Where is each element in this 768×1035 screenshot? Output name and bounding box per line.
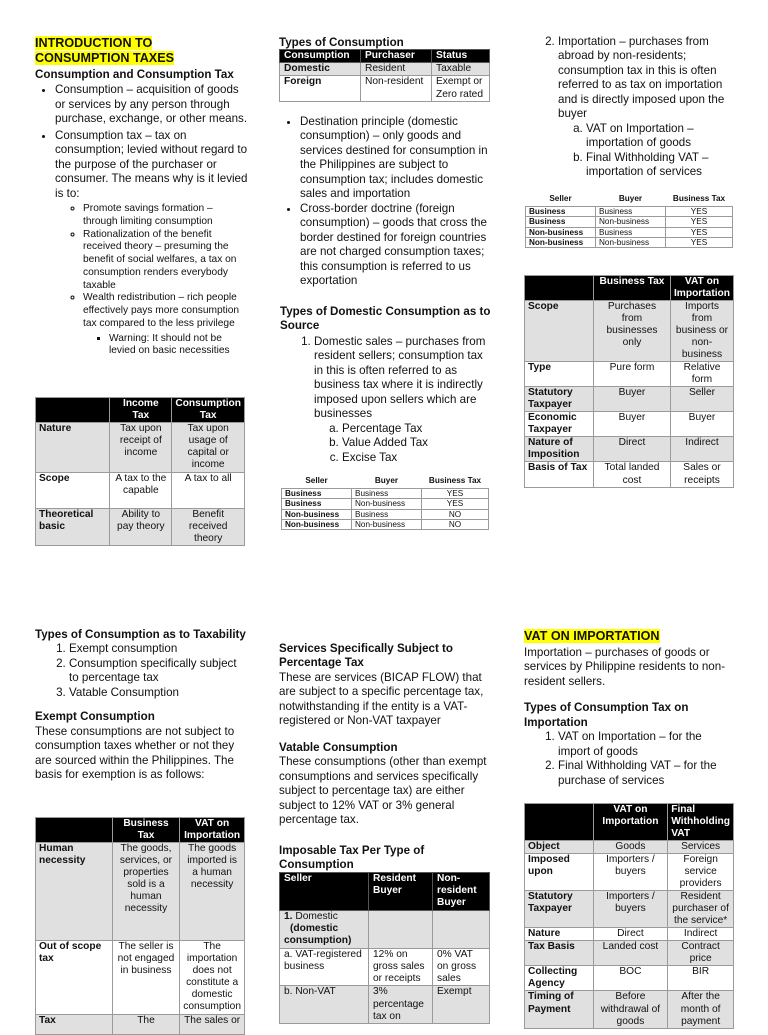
table-cell: Pure form bbox=[593, 362, 670, 387]
table-row bbox=[36, 843, 245, 941]
table-cell: Indirect bbox=[670, 437, 733, 462]
importation-sub-item: a. VAT on Importation – importation of goods bbox=[586, 122, 736, 151]
table-row bbox=[526, 207, 733, 217]
exempt-heading: Exempt Consumption bbox=[35, 710, 155, 724]
importation-section bbox=[524, 35, 736, 180]
table-cell: Type bbox=[525, 362, 594, 387]
table-cell: Timing of Payment bbox=[525, 991, 594, 1028]
vat-type-item: 1. VAT on Importation – for the import of goods bbox=[558, 730, 736, 759]
seller-buyer-table-importation bbox=[525, 194, 733, 248]
purpose-item bbox=[83, 292, 250, 358]
purpose-item: ◦ Promote savings formation – through limiting consumption bbox=[83, 203, 250, 229]
table-cell: The seller is not engaged in business bbox=[112, 941, 180, 1015]
table-row bbox=[525, 412, 734, 437]
vat-vs-withholding-table bbox=[524, 803, 734, 1029]
table-cell: Imports from business or non-business bbox=[670, 301, 733, 362]
table-cell: Non-business bbox=[352, 499, 422, 509]
table-cell: Importers / buyers bbox=[593, 854, 668, 891]
table-header-row bbox=[525, 276, 734, 301]
table-cell: Exempt bbox=[433, 986, 490, 1024]
table-cell: The importation does not constitute a domestic consumption bbox=[180, 941, 245, 1015]
domestic-sales-text: Domestic sales – purchases from resident sellers; consumption tax in this is often referred to as business tax where it is indirectly imposed upon sellers which are businesses bbox=[314, 334, 486, 421]
table-cell: Business bbox=[352, 509, 422, 519]
table-cell: Direct bbox=[593, 437, 670, 462]
tax-type-item: a. Percentage Tax bbox=[342, 422, 492, 436]
services-heading: Services Specifically Subject to Percentage Tax bbox=[279, 642, 453, 670]
table-cell: Before withdrawal of goods bbox=[593, 991, 668, 1028]
table-cell: Statutory Taxpayer bbox=[525, 891, 594, 928]
table-cell: Taxable bbox=[432, 63, 490, 76]
table-header: Business Tax bbox=[112, 818, 180, 843]
types-of-consumption-table bbox=[279, 49, 490, 102]
table-cell: Business bbox=[526, 217, 596, 227]
table-cell: Tax upon usage of capital or income bbox=[172, 423, 245, 473]
table-cell: After the month of payment bbox=[668, 991, 734, 1028]
domestic-sales-item bbox=[314, 335, 492, 465]
table-row bbox=[525, 462, 734, 487]
table-cell: YES bbox=[422, 489, 489, 499]
purpose-bullets bbox=[35, 203, 250, 358]
table-row bbox=[525, 991, 734, 1028]
table-cell: Nature of Imposition bbox=[525, 437, 594, 462]
table-header: Non-resident Buyer bbox=[433, 873, 490, 911]
table-cell: Sales or receipts bbox=[670, 462, 733, 487]
imposable-tax-table bbox=[279, 872, 490, 1024]
table-row bbox=[282, 509, 489, 519]
table-row bbox=[525, 854, 734, 891]
table-header: Business Tax bbox=[672, 194, 726, 203]
table-header bbox=[525, 276, 594, 301]
exempt-text: These consumptions are not subject to consumption taxes whether or not they are sourced within the Philippines. The basis for exemption is as follows: bbox=[35, 724, 235, 782]
table-header-row bbox=[36, 398, 245, 423]
table-cell: Scope bbox=[525, 301, 594, 362]
importation-list bbox=[524, 35, 736, 180]
table-cell: Services bbox=[668, 841, 734, 854]
table-header: Business Tax bbox=[428, 476, 482, 485]
table-cell: Non-business bbox=[596, 237, 666, 247]
table-cell: Foreign service providers bbox=[668, 854, 734, 891]
table-cell: Indirect bbox=[668, 928, 734, 941]
table-cell: Exempt or Zero rated bbox=[432, 76, 490, 101]
percentage-vatable-section bbox=[279, 642, 491, 873]
table-cell: Basis of Tax bbox=[525, 462, 594, 487]
warning-item: ▪ Warning: It should not be levied on basic necessities bbox=[109, 333, 250, 359]
table-row bbox=[282, 489, 489, 499]
destination-bullets bbox=[280, 115, 492, 289]
table-cell: Nature bbox=[36, 423, 110, 473]
table-cell: 3% percentage tax on bbox=[369, 986, 433, 1024]
table-cell: Buyer bbox=[593, 387, 670, 412]
business-tax-vs-vat-table bbox=[524, 275, 734, 488]
table-header bbox=[36, 398, 110, 423]
table-row bbox=[525, 437, 734, 462]
domestic-number: 1. bbox=[284, 911, 293, 922]
table-row bbox=[280, 948, 490, 986]
table-cell: Seller bbox=[670, 387, 733, 412]
table-header bbox=[36, 818, 113, 843]
bullet-destination-principle: • Destination principle (domestic consumption) – only goods and services destined for consumption in the Philippines are subject to consumption tax; includes domestic sales and importation bbox=[300, 115, 492, 202]
table-cell: Non-business bbox=[282, 519, 352, 529]
table-cell: Business bbox=[526, 207, 596, 217]
table-row bbox=[526, 217, 733, 227]
table-header: Status bbox=[432, 50, 490, 63]
taxability-section bbox=[35, 628, 247, 783]
table-cell: Non-business bbox=[596, 217, 666, 227]
table-header-row bbox=[36, 818, 245, 843]
table-header: Consumption Tax bbox=[172, 398, 245, 423]
table-header-row bbox=[280, 50, 490, 63]
table-header: Consumption bbox=[280, 50, 361, 63]
table-cell: A tax to all bbox=[172, 473, 245, 509]
taxability-list bbox=[35, 642, 247, 700]
table-cell: Human necessity bbox=[36, 843, 113, 941]
table-cell: Tax bbox=[36, 1015, 113, 1035]
domestic-types-heading: Types of Domestic Consumption as to Source bbox=[280, 304, 491, 333]
intro-section bbox=[35, 36, 250, 358]
table-cell: Business bbox=[596, 227, 666, 237]
table-header-row bbox=[525, 804, 734, 841]
vat-importation-section bbox=[524, 629, 736, 788]
table-cell: a. VAT-registered business bbox=[280, 948, 369, 986]
exempt-basis-table bbox=[35, 817, 245, 1035]
table-row bbox=[280, 76, 490, 101]
table-row bbox=[525, 966, 734, 991]
table-cell: Collecting Agency bbox=[525, 966, 594, 991]
table-cell: Resident bbox=[361, 63, 432, 76]
table-cell: BIR bbox=[668, 966, 734, 991]
table-cell: 12% on gross sales or receipts bbox=[369, 948, 433, 986]
table-cell: Non-resident bbox=[361, 76, 432, 101]
table-row bbox=[525, 362, 734, 387]
table-row bbox=[525, 891, 734, 928]
seller-buyer-table-domestic bbox=[281, 476, 489, 530]
importation-sub-list bbox=[558, 122, 736, 180]
table-row bbox=[525, 301, 734, 362]
vat-types-heading: Types of Consumption Tax on Importation bbox=[524, 701, 689, 729]
table-cell: Nature bbox=[525, 928, 594, 941]
table-row bbox=[525, 928, 734, 941]
importation-item bbox=[558, 35, 736, 180]
table-header: VAT on Importation bbox=[180, 818, 245, 843]
table-cell: BOC bbox=[593, 966, 668, 991]
table-cell: Statutory Taxpayer bbox=[525, 387, 594, 412]
table-cell: YES bbox=[666, 227, 733, 237]
table-cell: Goods bbox=[593, 841, 668, 854]
table-cell: Resident purchaser of the service* bbox=[668, 891, 734, 928]
table-cell: Direct bbox=[593, 928, 668, 941]
table-cell bbox=[433, 911, 490, 949]
domestic-sub-label: (domestic consumption) bbox=[284, 923, 352, 947]
table-cell: NO bbox=[422, 509, 489, 519]
table-cell: Business bbox=[282, 499, 352, 509]
table-row bbox=[525, 387, 734, 412]
table-header: Seller bbox=[280, 873, 369, 911]
table-cell: Benefit received theory bbox=[172, 509, 245, 546]
table-cell bbox=[280, 911, 369, 949]
table-cell: 0% VAT on gross sales bbox=[433, 948, 490, 986]
vat-importation-title bbox=[524, 629, 736, 645]
table-cell: Non-business bbox=[526, 227, 596, 237]
vat-type-item: 2. Final Withholding VAT – for the purchase of services bbox=[558, 759, 736, 788]
services-text: These are services (BICAP FLOW) that are subject to a specific percentage tax, notwithstanding if the entity is a VAT-registered or Non-VAT taxpayer bbox=[279, 670, 484, 728]
table-header bbox=[525, 804, 594, 841]
purpose-item: ◦ Rationalization of the benefit received theory – presuming the benefit of social welfares, a tax on consumption renders everybody taxable bbox=[83, 229, 250, 293]
table-header-row bbox=[526, 194, 733, 207]
bullet-consumption-tax-text: Consumption tax – tax on consumption; levied without regard to the purpose of the purchaser or consumer. The means why is it levied is to: bbox=[55, 128, 248, 200]
table-cell: Relative form bbox=[670, 362, 733, 387]
table-row bbox=[526, 227, 733, 237]
bullet-consumption-tax bbox=[55, 129, 250, 358]
taxability-item: 1. Exempt consumption bbox=[69, 642, 247, 656]
table-cell: Landed cost bbox=[593, 941, 668, 966]
table-cell: The goods, services, or properties sold is a human necessity bbox=[112, 843, 180, 941]
types-heading-text: Types of Consumption bbox=[279, 36, 404, 49]
table-cell: Non-business bbox=[352, 519, 422, 529]
table-cell: YES bbox=[666, 217, 733, 227]
bullet-consumption: • Consumption – acquisition of goods or services by any person through purchase, exchange, or other means. bbox=[55, 83, 250, 126]
purpose-item-text: Wealth redistribution – rich people effectively pays more consumption tax compared to the less privilege bbox=[83, 292, 240, 329]
table-cell: Foreign bbox=[280, 76, 361, 101]
table-row bbox=[36, 1015, 245, 1035]
table-cell: NO bbox=[422, 519, 489, 529]
intro-title-line1: INTRODUCTION TO bbox=[35, 36, 153, 50]
table-cell: Domestic bbox=[280, 63, 361, 76]
vatable-text: These consumptions (other than exempt consumptions and services specifically subject to percentage tax) are either subject to 12% VAT or 3% general percentage tax. bbox=[279, 755, 487, 827]
warning-list bbox=[83, 333, 250, 359]
domestic-sales-list bbox=[280, 335, 492, 465]
table-header: Resident Buyer bbox=[369, 873, 433, 911]
intro-title bbox=[35, 36, 250, 67]
table-row bbox=[525, 941, 734, 966]
table-header: VAT on Importation bbox=[593, 804, 668, 841]
table-cell: A tax to the capable bbox=[110, 473, 172, 509]
imposable-heading: Imposable Tax Per Type of Consumption bbox=[279, 843, 425, 872]
table-cell: The sales or bbox=[180, 1015, 245, 1035]
business-tax-types bbox=[314, 422, 492, 465]
table-row bbox=[280, 63, 490, 76]
table-cell: YES bbox=[666, 237, 733, 247]
table-cell: Tax upon receipt of income bbox=[110, 423, 172, 473]
table-header: Seller bbox=[549, 194, 572, 203]
table-header: Purchaser bbox=[361, 50, 432, 63]
table-cell: Object bbox=[525, 841, 594, 854]
table-cell: YES bbox=[666, 207, 733, 217]
table-cell: Business bbox=[596, 207, 666, 217]
table-cell: The bbox=[112, 1015, 180, 1035]
table-header: Final Withholding VAT bbox=[668, 804, 734, 841]
consumption-bullets bbox=[35, 83, 250, 358]
table-cell: Theoretical basic bbox=[36, 509, 110, 546]
vat-importation-intro: Importation – purchases of goods or services by Philippine residents to non-resident sellers. bbox=[524, 645, 726, 688]
table-header-row bbox=[280, 873, 490, 911]
table-header: Buyer bbox=[618, 194, 643, 203]
domestic-label: Domestic bbox=[295, 911, 338, 922]
table-cell: b. Non-VAT bbox=[280, 986, 369, 1024]
table-row bbox=[36, 941, 245, 1015]
table-row bbox=[526, 237, 733, 247]
table-row bbox=[36, 509, 245, 546]
table-row bbox=[36, 473, 245, 509]
importation-text: Importation – purchases from abroad by non-residents; consumption tax in this is often referred to as tax on importation and is directly imposed upon the buyer bbox=[558, 35, 725, 121]
table-row bbox=[282, 519, 489, 529]
destination-section bbox=[280, 115, 492, 465]
table-cell: Non-business bbox=[282, 509, 352, 519]
vat-importation-title-text: VAT ON IMPORTATION bbox=[524, 629, 660, 643]
table-row bbox=[280, 911, 490, 949]
table-row bbox=[282, 499, 489, 509]
table-cell: Contract price bbox=[668, 941, 734, 966]
table-row bbox=[525, 841, 734, 854]
table-cell: Economic Taxpayer bbox=[525, 412, 594, 437]
table-cell: Scope bbox=[36, 473, 110, 509]
table-cell: Importers / buyers bbox=[593, 891, 668, 928]
table-header: Income Tax bbox=[110, 398, 172, 423]
table-header: Business Tax bbox=[593, 276, 670, 301]
table-row bbox=[36, 423, 245, 473]
table-header: VAT on Importation bbox=[670, 276, 733, 301]
table-header: Buyer bbox=[374, 476, 399, 485]
table-row bbox=[280, 986, 490, 1024]
tax-type-item: b. Value Added Tax bbox=[342, 436, 492, 450]
table-cell: Non-business bbox=[526, 237, 596, 247]
table-cell: Tax Basis bbox=[525, 941, 594, 966]
consumption-subheading: Consumption and Consumption Tax bbox=[35, 67, 234, 81]
table-cell: Imposed upon bbox=[525, 854, 594, 891]
table-header-row bbox=[282, 476, 489, 489]
table-cell: Business bbox=[282, 489, 352, 499]
table-cell: Buyer bbox=[593, 412, 670, 437]
vat-types-list bbox=[524, 730, 736, 788]
importation-sub-item: b. Final Withholding VAT – importation of services bbox=[586, 151, 736, 180]
taxability-item: 3. Vatable Consumption bbox=[69, 686, 247, 700]
table-cell: The goods imported is a human necessity bbox=[180, 843, 245, 941]
taxability-item: 2. Consumption specifically subject to percentage tax bbox=[69, 657, 247, 686]
intro-title-line2: CONSUMPTION TAXES bbox=[35, 51, 175, 66]
table-cell bbox=[369, 911, 433, 949]
table-cell: Buyer bbox=[670, 412, 733, 437]
bullet-cross-border: • Cross-border doctrine (foreign consumption) – goods that cross the border destined for foreign countries are not charged consumption taxes; this consumption is referred to us exportation bbox=[300, 202, 492, 289]
taxability-heading: Types of Consumption as to Taxability bbox=[35, 628, 246, 641]
table-cell: Out of scope tax bbox=[36, 941, 113, 1015]
table-header: Seller bbox=[305, 476, 328, 485]
vatable-heading: Vatable Consumption bbox=[279, 740, 398, 754]
table-cell: YES bbox=[422, 499, 489, 509]
table-cell: Total landed cost bbox=[593, 462, 670, 487]
income-vs-consumption-table bbox=[35, 397, 245, 546]
table-cell: Ability to pay theory bbox=[110, 509, 172, 546]
table-cell: Purchases from businesses only bbox=[593, 301, 670, 362]
table-cell: Business bbox=[352, 489, 422, 499]
tax-type-item: c. Excise Tax bbox=[342, 451, 492, 465]
